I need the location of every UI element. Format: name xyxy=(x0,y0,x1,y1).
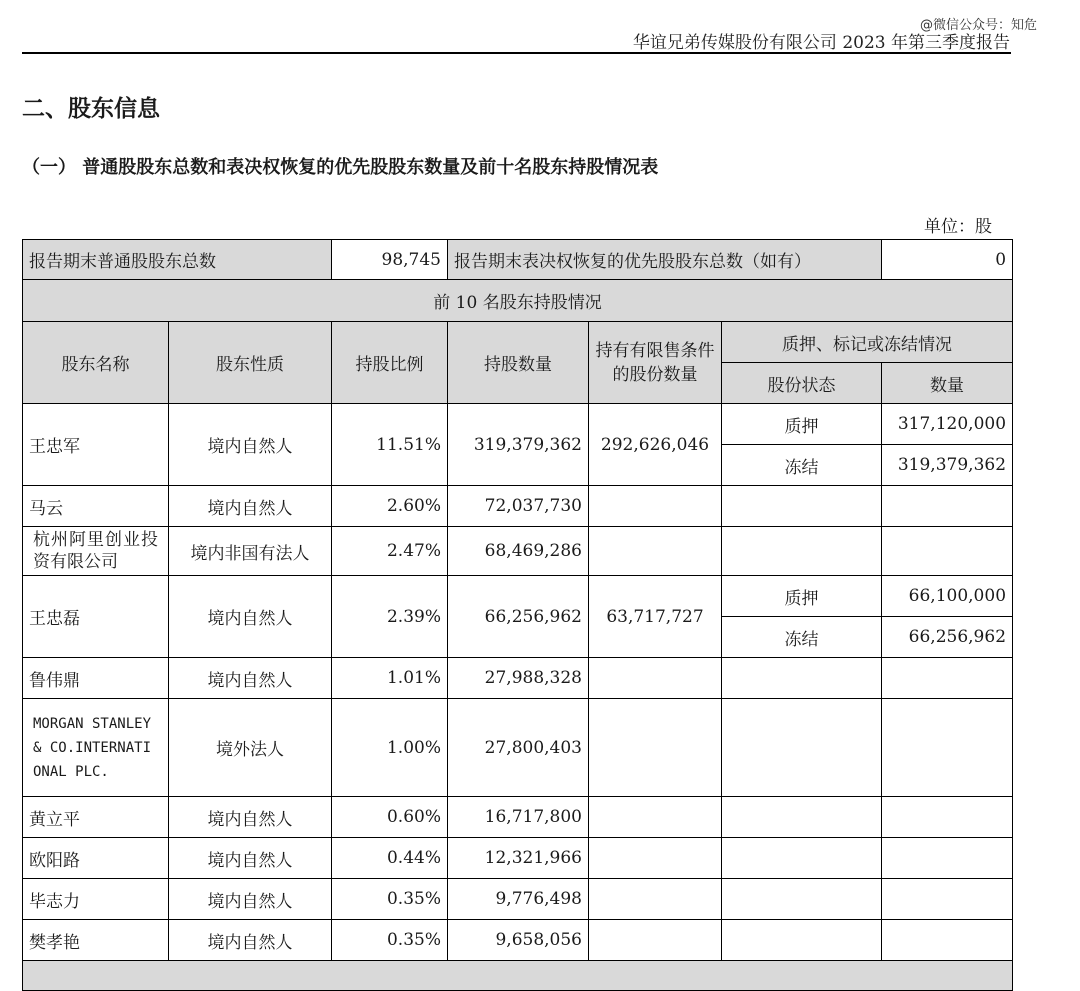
holder-name: 黄立平 xyxy=(23,797,169,838)
holder-ratio: 0.35% xyxy=(332,920,448,961)
holder-nature: 境内自然人 xyxy=(169,920,332,961)
holder-name: MORGAN STANLEY & CO.INTERNATIONAL PLC. xyxy=(23,699,169,797)
holder-ratio: 0.35% xyxy=(332,879,448,920)
table-row xyxy=(23,404,1013,445)
col-header-pledge-group: 质押、标记或冻结情况 xyxy=(722,322,1013,363)
col-header-nature: 股东性质 xyxy=(169,322,332,404)
holder-restricted xyxy=(589,838,722,879)
holder-ratio: 2.39% xyxy=(332,576,448,658)
preferred-holders-label: 报告期末表决权恢复的优先股股东总数（如有） xyxy=(448,240,882,280)
holder-restricted: 63,717,727 xyxy=(589,576,722,658)
holder-ratio: 0.44% xyxy=(332,838,448,879)
holder-nature: 境内非国有法人 xyxy=(169,527,332,576)
pledge-status: 冻结 xyxy=(722,445,882,486)
holder-name: 鲁伟鼎 xyxy=(23,658,169,699)
table-row xyxy=(23,576,1013,617)
holder-nature: 境内自然人 xyxy=(169,486,332,527)
holder-nature: 境内自然人 xyxy=(169,404,332,486)
holder-restricted xyxy=(589,920,722,961)
holder-ratio: 11.51% xyxy=(332,404,448,486)
table-row xyxy=(23,797,1013,838)
pledge-status xyxy=(722,658,882,699)
holder-shares: 9,658,056 xyxy=(448,920,589,961)
pledge-status xyxy=(722,879,882,920)
pledge-status xyxy=(722,486,882,527)
holder-restricted: 292,626,046 xyxy=(589,404,722,486)
pledge-quantity xyxy=(882,920,1013,961)
pledge-status: 质押 xyxy=(722,576,882,617)
pledge-quantity xyxy=(882,797,1013,838)
holder-restricted xyxy=(589,879,722,920)
holder-nature: 境内自然人 xyxy=(169,838,332,879)
continued-row xyxy=(23,961,1013,991)
pledge-quantity xyxy=(882,838,1013,879)
holder-restricted xyxy=(589,797,722,838)
section-subtitle: （一） 普通股股东总数和表决权恢复的优先股股东数量及前十名股东持股情况表 xyxy=(22,157,659,178)
pledge-quantity: 66,100,000 xyxy=(882,576,1013,617)
common-holders-label: 报告期末普通股股东总数 xyxy=(23,240,332,280)
shareholder-table xyxy=(22,239,1013,991)
holder-ratio: 0.60% xyxy=(332,797,448,838)
holder-restricted xyxy=(589,699,722,797)
pledge-quantity: 317,120,000 xyxy=(882,404,1013,445)
pledge-quantity xyxy=(882,527,1013,576)
common-holders-value: 98,745 xyxy=(332,240,448,280)
watermark: @微信公众号：知危 xyxy=(920,18,1038,33)
preferred-holders-value: 0 xyxy=(882,240,1013,280)
holder-shares: 27,988,328 xyxy=(448,658,589,699)
holder-name: 王忠磊 xyxy=(23,576,169,658)
holder-nature: 境内自然人 xyxy=(169,797,332,838)
report-header-title: 华谊兄弟传媒股份有限公司 2023 年第三季度报告 xyxy=(632,33,1010,53)
holder-restricted xyxy=(589,486,722,527)
holder-nature: 境内自然人 xyxy=(169,658,332,699)
holder-shares: 9,776,498 xyxy=(448,879,589,920)
holder-restricted xyxy=(589,527,722,576)
pledge-quantity: 66,256,962 xyxy=(882,617,1013,658)
holder-shares: 68,469,286 xyxy=(448,527,589,576)
pledge-quantity xyxy=(882,486,1013,527)
table-row-continued xyxy=(23,961,1013,991)
table-row xyxy=(23,658,1013,699)
holder-name: 杭州阿里创业投资有限公司 xyxy=(23,527,169,576)
col-header-shares: 持股数量 xyxy=(448,322,589,404)
col-header-status: 股份状态 xyxy=(722,363,882,404)
holder-ratio: 1.00% xyxy=(332,699,448,797)
holder-shares: 12,321,966 xyxy=(448,838,589,879)
pledge-quantity xyxy=(882,699,1013,797)
holder-name: 樊孝艳 xyxy=(23,920,169,961)
holder-nature: 境内自然人 xyxy=(169,879,332,920)
pledge-quantity: 319,379,362 xyxy=(882,445,1013,486)
pledge-status: 质押 xyxy=(722,404,882,445)
section-title: 二、股东信息 xyxy=(22,96,160,122)
holder-name: 毕志力 xyxy=(23,879,169,920)
holder-shares: 72,037,730 xyxy=(448,486,589,527)
table-row xyxy=(23,527,1013,576)
holder-shares: 319,379,362 xyxy=(448,404,589,486)
holder-name: 王忠军 xyxy=(23,404,169,486)
pledge-status xyxy=(722,838,882,879)
unit-label: 单位：股 xyxy=(924,217,992,237)
col-header-ratio: 持股比例 xyxy=(332,322,448,404)
table-row xyxy=(23,920,1013,961)
holder-ratio: 2.60% xyxy=(332,486,448,527)
pledge-status xyxy=(722,527,882,576)
holder-name: 欧阳路 xyxy=(23,838,169,879)
pledge-status xyxy=(722,797,882,838)
pledge-status xyxy=(722,699,882,797)
table-row xyxy=(23,879,1013,920)
col-header-name: 股东名称 xyxy=(23,322,169,404)
pledge-status: 冻结 xyxy=(722,617,882,658)
holder-shares: 16,717,800 xyxy=(448,797,589,838)
holder-nature: 境外法人 xyxy=(169,699,332,797)
table-row xyxy=(23,699,1013,797)
holder-ratio: 2.47% xyxy=(332,527,448,576)
holder-name: 马云 xyxy=(23,486,169,527)
col-header-quantity: 数量 xyxy=(882,363,1013,404)
holder-nature: 境内自然人 xyxy=(169,576,332,658)
holder-restricted xyxy=(589,658,722,699)
pledge-quantity xyxy=(882,658,1013,699)
table-row xyxy=(23,838,1013,879)
col-header-restricted: 持有有限售条件的股份数量 xyxy=(589,322,722,404)
pledge-quantity xyxy=(882,879,1013,920)
table-row xyxy=(23,486,1013,527)
holder-shares: 66,256,962 xyxy=(448,576,589,658)
holder-ratio: 1.01% xyxy=(332,658,448,699)
top10-title: 前 10 名股东持股情况 xyxy=(23,280,1013,322)
holder-shares: 27,800,403 xyxy=(448,699,589,797)
pledge-status xyxy=(722,920,882,961)
header-divider xyxy=(22,52,1011,54)
